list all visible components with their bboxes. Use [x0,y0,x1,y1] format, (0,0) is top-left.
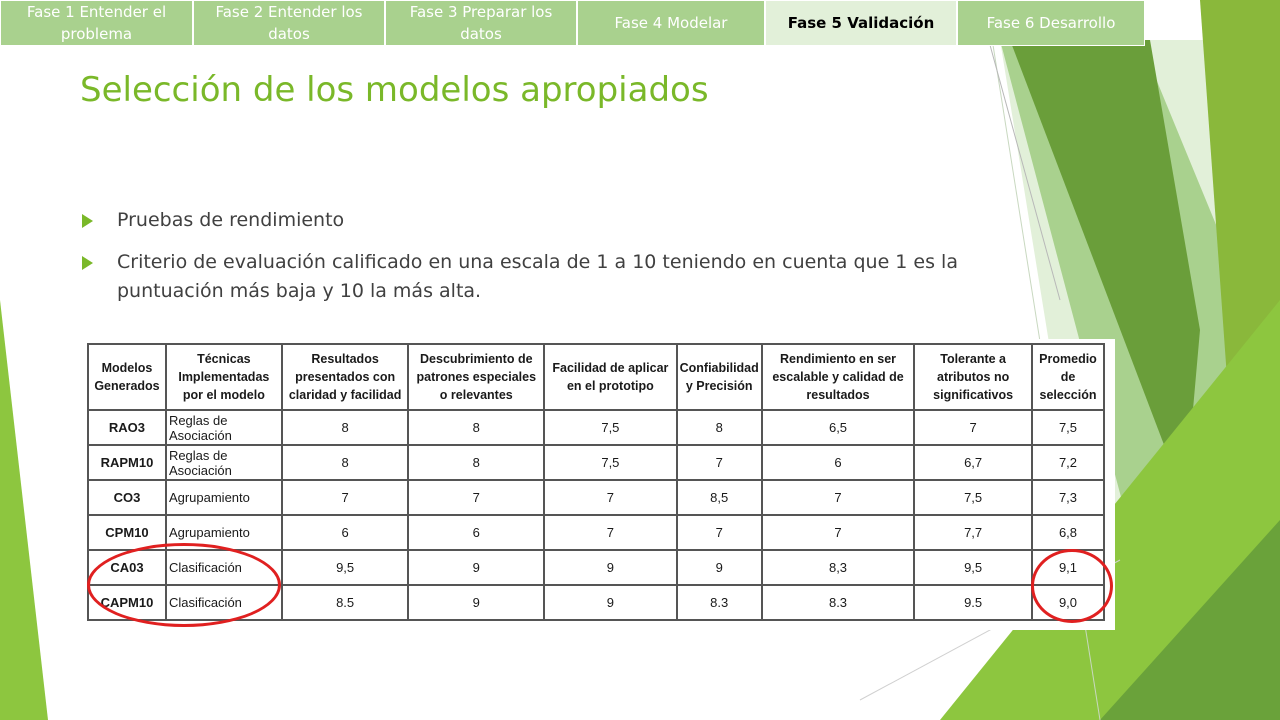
technique-cell: Agrupamiento [166,515,282,550]
score-cell: 8.5 [282,585,409,620]
score-cell: 8,3 [762,550,914,585]
model-cell: RAPM10 [88,445,166,480]
model-cell: CPM10 [88,515,166,550]
highlight-circle-models [87,543,281,627]
decor-shape-left-bar [0,300,48,720]
bullet-text: Pruebas de rendimiento [117,209,345,231]
score-cell: 9,5 [914,550,1032,585]
bullet-list [80,206,960,319]
table-header-row [88,344,1104,410]
score-cell: 8 [282,445,409,480]
bullet-item [80,206,960,235]
score-cell: 9.5 [914,585,1032,620]
score-cell: 7 [282,480,409,515]
table-row [88,445,1104,480]
highlight-circle-averages [1031,549,1113,623]
phase-tabs [0,0,1145,46]
technique-cell: Reglas de Asociación [166,410,282,445]
average-cell: 6,8 [1032,515,1104,550]
tab-fase-5[interactable]: Fase 5 Validación [765,0,957,46]
table-row [88,480,1104,515]
score-cell: 6,7 [914,445,1032,480]
header-cell: Tolerante a atributos no significativos [914,344,1032,410]
score-cell: 7 [677,515,762,550]
score-cell: 7,5 [544,445,676,480]
evaluation-table-image [79,339,1115,630]
score-cell: 9 [677,550,762,585]
average-cell: 7,2 [1032,445,1104,480]
average-cell: 9,1 [1032,550,1104,585]
slide-title: Selección de los modelos apropiados [80,70,709,110]
header-cell: Promedio de selección [1032,344,1104,410]
score-cell: 8.3 [762,585,914,620]
score-cell: 7 [544,480,676,515]
score-cell: 7 [677,445,762,480]
score-cell: 7 [914,410,1032,445]
score-cell: 8.3 [677,585,762,620]
score-cell: 8 [677,410,762,445]
header-cell: Rendimiento en ser escalable y calidad de resultados [762,344,914,410]
score-cell: 7 [762,515,914,550]
score-cell: 8 [408,410,544,445]
technique-cell: Reglas de Asociación [166,445,282,480]
score-cell: 9 [544,550,676,585]
tab-fase-3[interactable]: Fase 3 Preparar los datos [385,0,577,46]
tab-fase-4[interactable]: Fase 4 Modelar [577,0,765,46]
model-cell: CA03 [88,550,166,585]
bullet-text: Criterio de evaluación calificado en una escala de 1 a 10 teniendo en cuenta que 1 es la puntuación más baja y 10 la más alta. [117,251,958,302]
score-cell: 7,5 [544,410,676,445]
score-cell: 6 [762,445,914,480]
technique-cell: Clasificación [166,585,282,620]
tab-fase-2[interactable]: Fase 2 Entender los datos [193,0,385,46]
tab-fase-6[interactable]: Fase 6 Desarrollo [957,0,1145,46]
technique-cell: Agrupamiento [166,480,282,515]
table-row [88,410,1104,445]
header-cell: Modelos Generados [88,344,166,410]
score-cell: 9,5 [282,550,409,585]
bullet-arrow-icon [82,256,93,270]
score-cell: 8 [282,410,409,445]
score-cell: 9 [544,585,676,620]
header-cell: Descubrimiento de patrones especiales o relevantes [408,344,544,410]
score-cell: 7,7 [914,515,1032,550]
bullet-item [80,248,960,306]
score-cell: 9 [408,550,544,585]
average-cell: 7,3 [1032,480,1104,515]
bullet-arrow-icon [82,214,93,228]
technique-cell: Clasificación [166,550,282,585]
score-cell: 9 [408,585,544,620]
score-cell: 8,5 [677,480,762,515]
header-cell: Confiabilidad y Precisión [677,344,762,410]
header-cell: Resultados presentados con claridad y facilidad [282,344,409,410]
score-cell: 7 [408,480,544,515]
model-cell: RAO3 [88,410,166,445]
score-cell: 7 [544,515,676,550]
score-cell: 7,5 [914,480,1032,515]
score-cell: 6,5 [762,410,914,445]
score-cell: 6 [282,515,409,550]
score-cell: 7 [762,480,914,515]
table-row [88,515,1104,550]
header-cell: Técnicas Implementadas por el modelo [166,344,282,410]
header-cell: Facilidad de aplicar en el prototipo [544,344,676,410]
tab-fase-1[interactable]: Fase 1 Entender el problema [0,0,193,46]
score-cell: 6 [408,515,544,550]
score-cell: 8 [408,445,544,480]
model-cell: CO3 [88,480,166,515]
model-cell: CAPM10 [88,585,166,620]
average-cell: 7,5 [1032,410,1104,445]
average-cell: 9,0 [1032,585,1104,620]
